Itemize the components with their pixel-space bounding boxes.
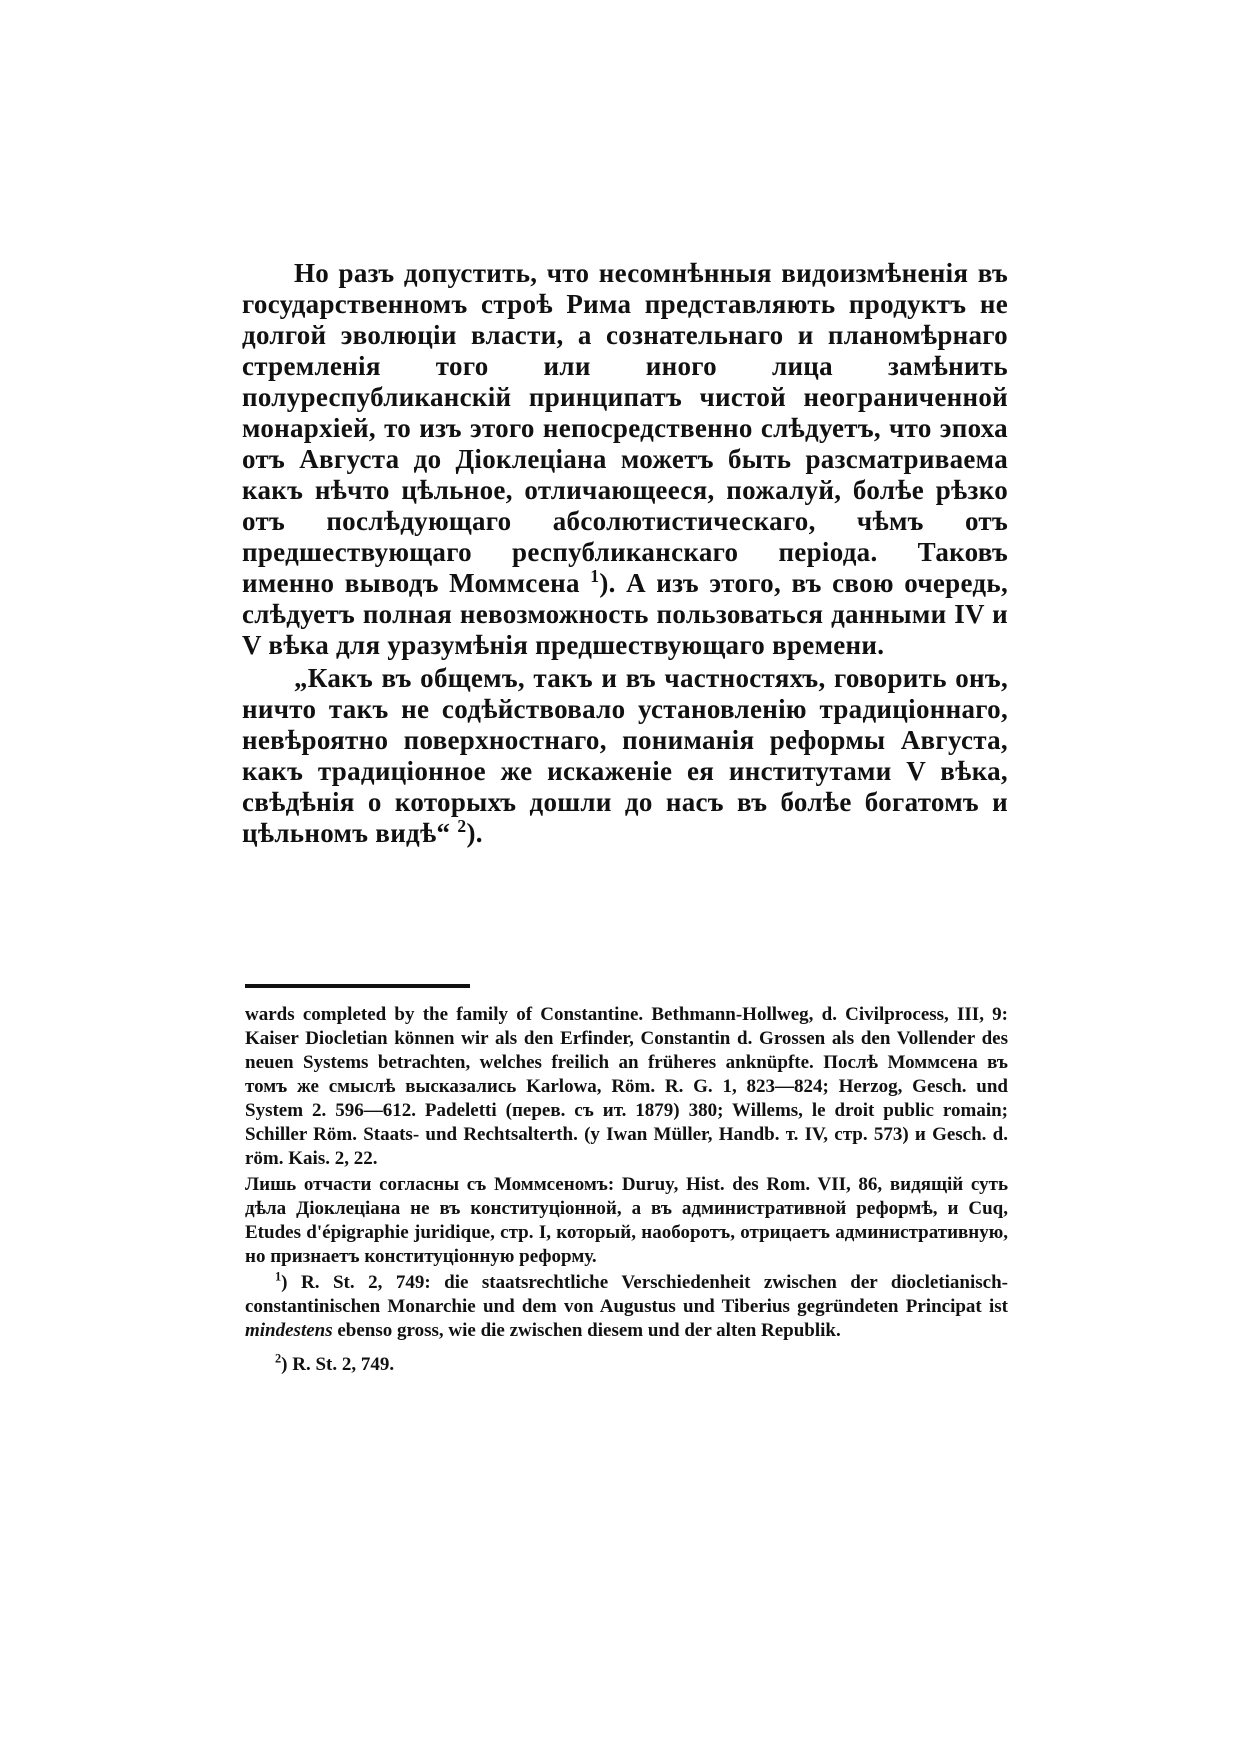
footnotes [245,1003,1008,1377]
main-text [242,258,1008,849]
footnote-ref-1: 1 [590,566,600,586]
footnote-1-marker: 1 [275,1269,282,1284]
footnote-1-start: ) R. St. 2, 749: die staatsrechtliche Verschiedenheit zwischen der diocletianisch-constantinischen Monarchie und dem von Augustus und Tiberius gegründeten Principat ist [245,1272,1008,1317]
paragraph-2-text: „Какъ въ общемъ, такъ и въ частностяхъ, говорить онъ, ничто такъ не содѣйствовало установленію традиціоннаго, невѣроятно поверхностнаго, пониманія реформы Августа, какъ традиціонное же искаженіе ея институтами V вѣка, свѣдѣнія о которыхъ дошли до насъ въ болѣе богатомъ и цѣльномъ видѣ“ [242,663,1008,848]
footnote-continuation-1: wards completed by the family of Constantine. Bethmann-Hollweg, d. Civilprocess, III, 9: Kaiser Diocletian können wir als den Erfinder, Constantin d. Grossen als den Vollender des neuen Systems betrachten, welches freilich an früheres anknüpfte. Послѣ Моммсена въ томъ же смыслѣ высказались Karlowa, Röm. R. G. 1, 823—824; Herzog, Gesch. und System 2. 596—612. Padeletti (перев. съ ит. 1879) 380; Willems, le droit public romain; Schiller Röm. Staats- und Rechtsalterth. (у Iwan Müller, Handb. т. IV, стр. 573) и Gesch. d. röm. Kais. 2, 22. [245,1004,1008,1169]
footnote-2 [245,1353,1008,1377]
footnote-1-emphasis: mindestens [245,1320,333,1341]
footnote-1 [245,1271,1008,1343]
body-paragraph-2 [242,663,1008,849]
footnote-continuation-2: Лишь отчасти согласны съ Моммсеномъ: Duruy, Hist. des Rom. VII, 86, видящій суть дѣла Діоклеціана не въ конституціонной, а въ административной реформѣ, и Cuq, Etudes d'épigraphie juridique, стр. I, который, наоборотъ, отрицаетъ административную, но признаетъ конституціонную реформу. [245,1174,1008,1267]
footnote-1-end: ebenso gross, wie die zwischen diesem und der alten Republik. [337,1320,841,1341]
footnote-2-text: ) R. St. 2, 749. [281,1354,395,1375]
paragraph-1-text: Но разъ допустить, что несомнѣнныя видоизмѣненія въ государственномъ строѣ Рима представляють продуктъ не долгой эволюціи власти, а сознательнаго и планомѣрнаго стремленія того или иного лица замѣнить полуреспубликанскій принципатъ чистой неограниченной монархіей, то изъ этого непосредственно слѣдуетъ, что эпоха отъ Августа до Діоклеціана можетъ быть разсматриваема какъ нѣчто цѣльное, отличающееся, пожалуй, болѣе рѣзко отъ послѣдующаго абсолютистическаго, чѣмъ отъ предшествующаго республиканскаго періода. Таковъ именно выводъ Моммсена [242,258,1008,598]
body-paragraph-1 [242,258,1008,661]
footnote-ref-2: 2 [457,816,467,836]
paragraph-1-end: ). А изъ этого, въ свою очередь, слѣдуетъ полная невозможность пользоваться данными IV и V вѣка для уразумѣнія предшествующаго времени. [242,568,1008,660]
paragraph-2-end: ). [466,818,483,848]
footnote-2-marker: 2 [275,1351,282,1366]
footnote-divider [245,984,470,988]
